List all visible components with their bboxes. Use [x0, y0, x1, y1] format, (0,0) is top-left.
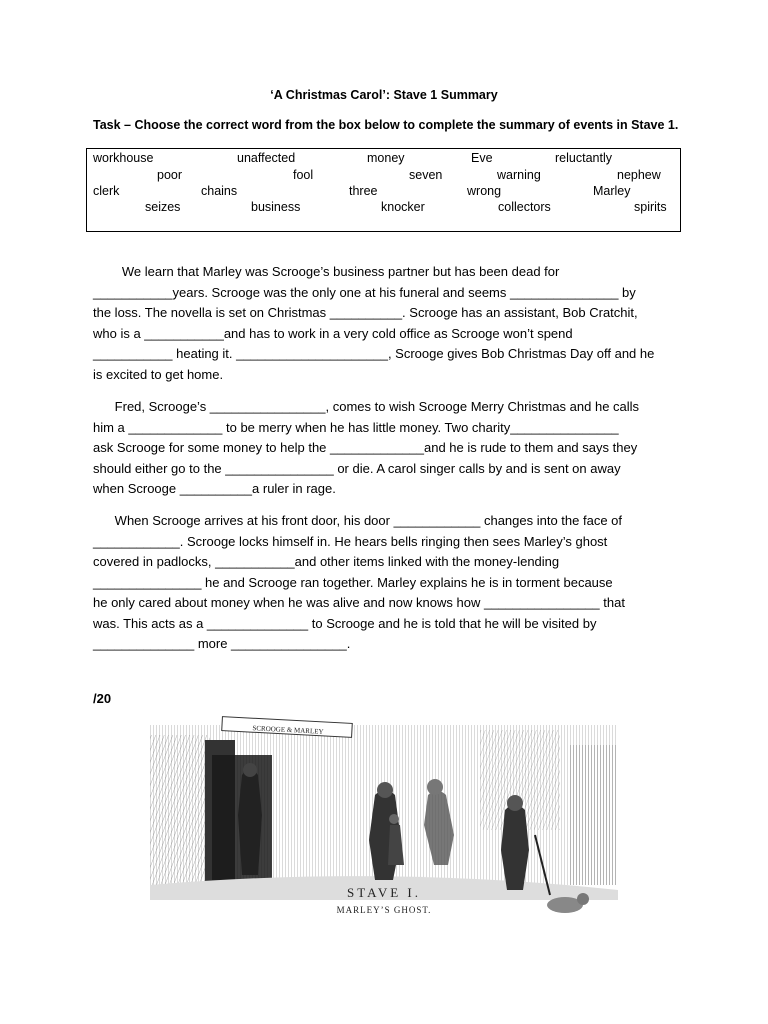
stave-illustration	[150, 715, 618, 922]
illustration-caption: STAVE I.	[346, 885, 421, 900]
paragraph-line: was. This acts as a ______________ to Scrooge and he is told that he will be visited by	[93, 615, 597, 631]
paragraph-line: him a _____________ to be merry when he has little money. Two charity_______________	[93, 419, 619, 435]
paragraph-line: We learn that Marley was Scrooge’s business partner but has been dead for	[93, 264, 560, 279]
word-bank-item: knocker	[381, 200, 425, 214]
paragraph-line: when Scrooge __________a ruler in rage.	[93, 481, 336, 496]
word-bank-item: reluctantly	[555, 151, 612, 165]
word-bank-item: Eve	[471, 151, 493, 165]
word-bank-item: money	[367, 151, 405, 165]
paragraph-line: who is a ___________and has to work in a very cold office as Scrooge won’t spend	[93, 325, 573, 341]
word-bank-item: three	[349, 184, 378, 198]
paragraph-line: the loss. The novella is set on Christmas __________. Scrooge has an assistant, Bob Cratchit,	[93, 305, 638, 320]
paragraph-line: ____________. Scrooge locks himself in. He hears bells ringing then sees Marley’s ghost	[93, 533, 608, 549]
paragraph-line: should either go to the _______________ or die. A carol singer calls by and is sent on away	[93, 460, 621, 476]
paragraph-line: ask Scrooge for some money to help the _____________and he is rude to them and says they	[93, 440, 638, 455]
summary-paragraph-1	[93, 262, 673, 385]
word-bank-item: spirits	[634, 200, 667, 214]
word-bank-item: seven	[409, 168, 443, 182]
word-bank-item: wrong	[467, 184, 502, 198]
word-bank-item: unaffected	[237, 151, 296, 165]
word-bank-item: seizes	[145, 200, 181, 214]
paragraph-line: Fred, Scrooge’s ________________, comes to wish Scrooge Merry Christmas and he calls	[93, 399, 640, 414]
task-instructions: Task – Choose the correct word from the box below to complete the summary of events in Stave 1.	[93, 118, 679, 132]
summary-paragraph-2	[93, 397, 673, 500]
word-bank-item: nephew	[617, 168, 661, 182]
word-bank-item: business	[251, 200, 301, 214]
word-bank-item: poor	[157, 168, 183, 182]
page-title: ‘A Christmas Carol’: Stave 1 Summary	[270, 88, 498, 102]
word-bank-item: warning	[497, 168, 541, 182]
word-bank-item: Marley	[593, 184, 631, 198]
paragraph-line: ___________years. Scrooge was the only one at his funeral and seems _______________ by	[93, 284, 636, 300]
word-bank-item: fool	[293, 168, 314, 182]
paragraph-line: is excited to get home.	[93, 366, 224, 382]
paragraph-line: _______________ he and Scrooge ran together. Marley explains he is in torment because	[93, 574, 613, 590]
word-bank-item: clerk	[93, 184, 120, 198]
paragraph-line: ___________ heating it. _____________________, Scrooge gives Bob Christmas Day off and he	[93, 346, 655, 361]
score-total: /20	[93, 691, 112, 706]
illustration-subcaption: MARLEY’S GHOST.	[336, 905, 432, 915]
summary-paragraph-3	[93, 511, 673, 655]
word-bank-item: workhouse	[93, 151, 154, 165]
paragraph-line: When Scrooge arrives at his front door, his door ____________ changes into the face of	[93, 513, 623, 528]
word-box	[86, 148, 681, 232]
paragraph-line: covered in padlocks, ___________and other items linked with the money-lending	[93, 554, 560, 569]
scrooge-sign: SCROOGE & MARLEY	[252, 724, 324, 736]
word-bank-item: collectors	[498, 200, 551, 214]
word-bank-item: chains	[201, 184, 238, 198]
paragraph-line: ______________ more ________________.	[93, 636, 351, 651]
paragraph-line: he only cared about money when he was alive and now knows how ________________ that	[93, 595, 625, 610]
